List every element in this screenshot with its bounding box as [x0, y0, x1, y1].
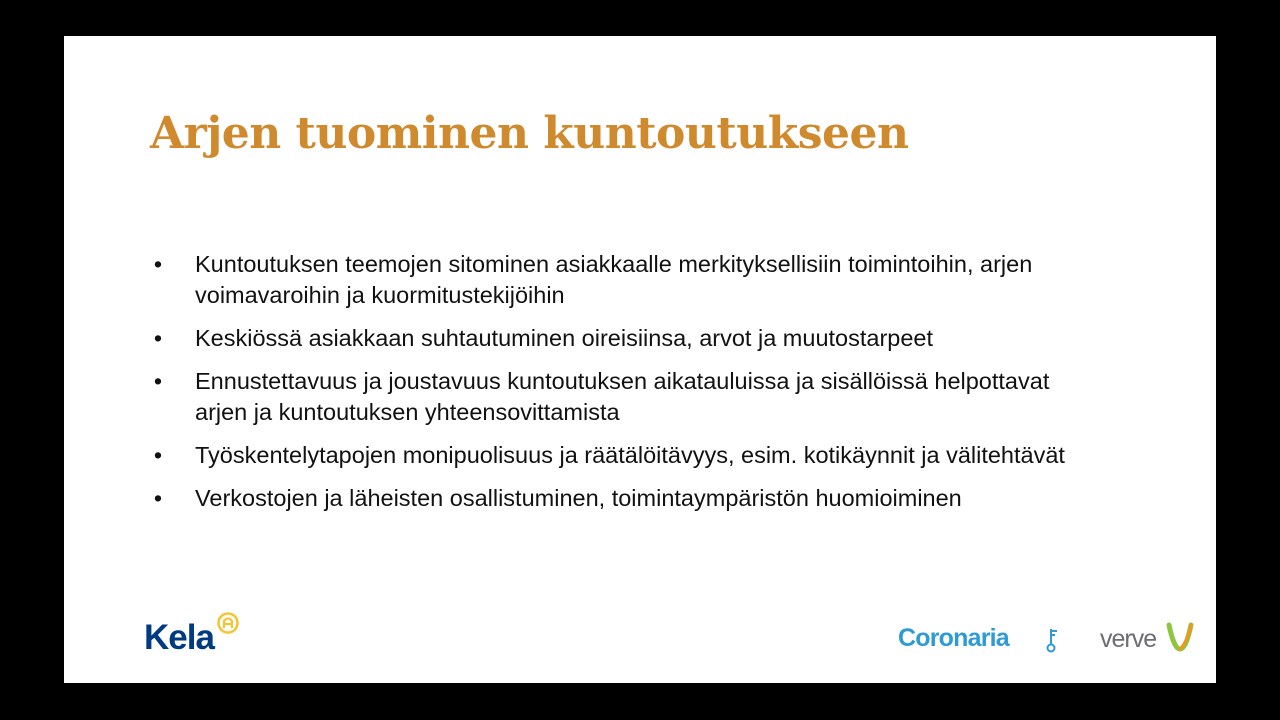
bullet-text: Työskentelytapojen monipuolisuus ja räätälöitävyys, esim. kotikäynnit ja välitehtävät: [195, 442, 1065, 468]
bullet-marker: •: [153, 368, 163, 394]
kela-logo: [144, 610, 244, 660]
verve-logo-text: verve: [1100, 625, 1157, 653]
bullet-text: Keskiössä asiakkaan suhtautuminen oireisiinsa, arvot ja muutostarpeet: [195, 325, 934, 351]
coronaria-logo-text: Coronaria: [898, 624, 1009, 652]
presentation-slide: [64, 36, 1216, 683]
kela-logo-text: Kela: [144, 618, 214, 657]
bullet-item: [148, 249, 1108, 311]
bullet-marker: •: [153, 485, 163, 511]
bullet-list: [148, 249, 1108, 526]
bullet-text: Kuntoutuksen teemojen sitominen asiakkaalle merkityksellisiin toimintoihin, arjen voimavaroihin ja kuormitustekijöihin: [195, 251, 1033, 308]
bullet-item: [148, 323, 1108, 354]
bullet-item: [148, 483, 1108, 514]
bullet-marker: •: [153, 251, 163, 277]
bullet-text: Verkostojen ja läheisten osallistuminen, toimintaympäristön huomioiminen: [195, 485, 962, 511]
verve-v-icon: [1166, 621, 1194, 653]
key-icon: [1044, 627, 1062, 653]
bullet-text: Ennustettavuus ja joustavuus kuntoutuksen aikatauluissa ja sisällöissä helpottavat arjen ja kuntoutuksen yhteensovittamista: [195, 368, 1050, 425]
coronaria-logo: [898, 624, 1068, 658]
kela-badge-icon: [217, 612, 239, 634]
bullet-marker: •: [153, 325, 163, 351]
bullet-item: [148, 440, 1108, 471]
bullet-marker: •: [153, 442, 163, 468]
bullet-item: [148, 366, 1108, 428]
slide-title: Arjen tuominen kuntoutukseen: [150, 108, 909, 159]
verve-logo: [1100, 621, 1200, 657]
